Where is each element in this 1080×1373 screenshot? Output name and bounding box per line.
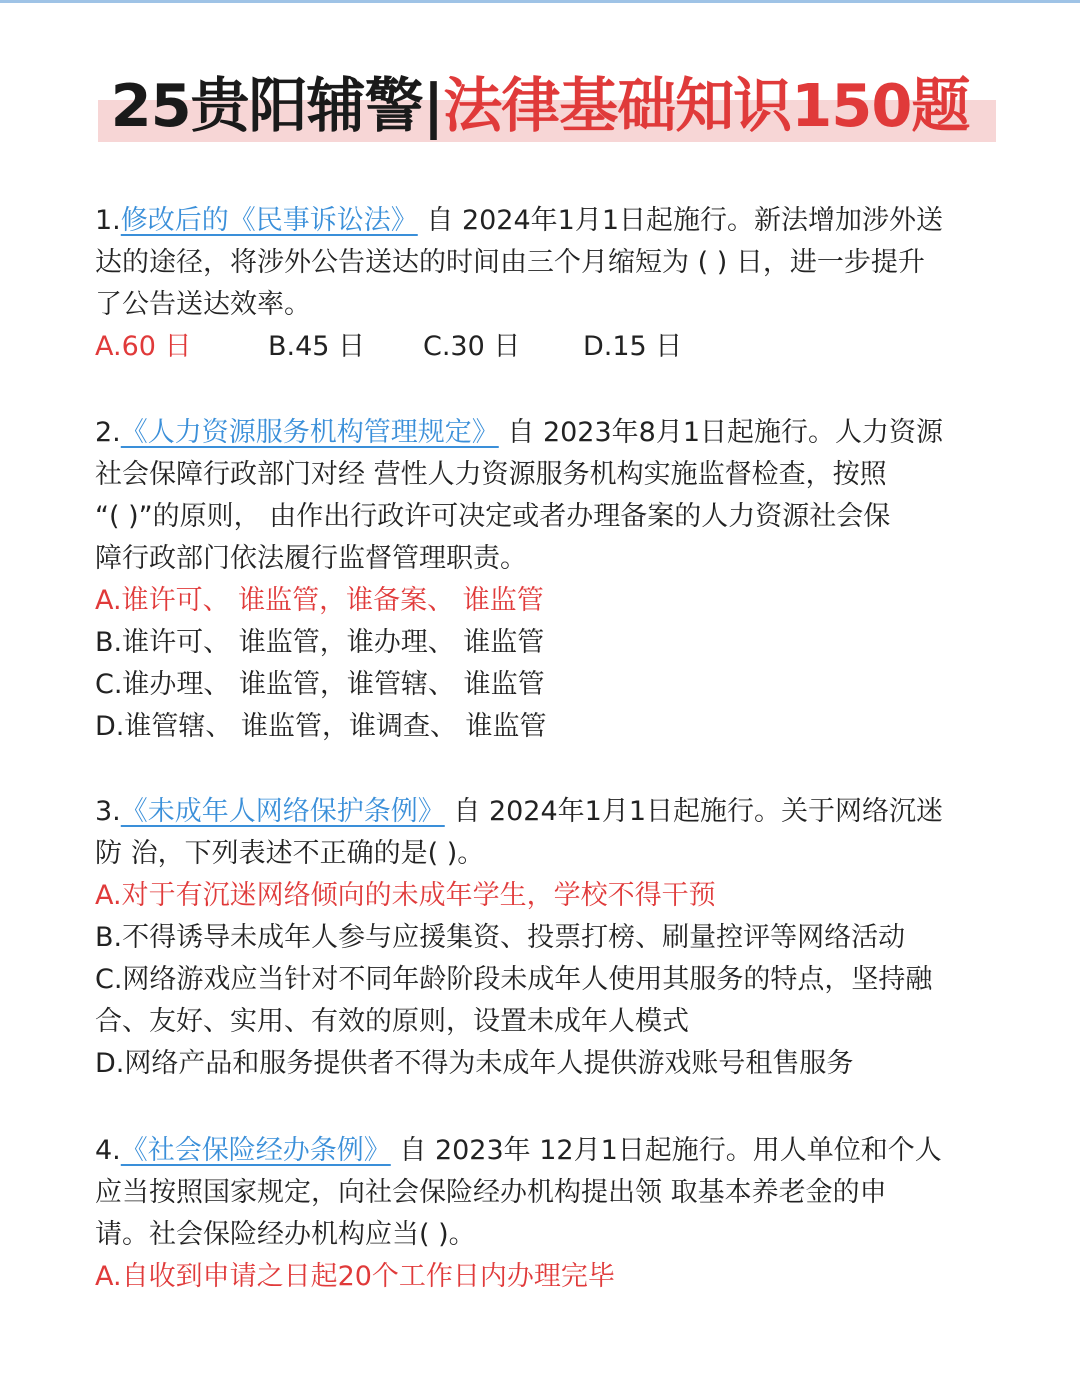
title-subject: 法律基础知识150题 — [443, 71, 970, 140]
law-name-link[interactable]: 修改后的《民事诉讼法》 — [120, 205, 418, 236]
question-1 — [95, 200, 1005, 368]
title-separator: | — [422, 71, 444, 140]
title-banner — [0, 66, 1080, 150]
option-a-correct: A.自收到申请之日起20个工作日内办理完毕 — [95, 1261, 615, 1292]
option-b: B.45 日 — [268, 331, 366, 362]
law-name-link[interactable]: 《社会保险经办条例》 — [120, 1135, 391, 1166]
option-a-correct: A.谁许可、 谁监管，谁备案、 谁监管 — [95, 585, 544, 616]
option-b: B.不得诱导未成年人参与应援集资、投票打榜、刷量控评等网络活动 — [95, 922, 906, 953]
stem-line: 自 2024年1月1日起施行。新法增加涉外送 — [426, 205, 944, 236]
question-2 — [95, 412, 1005, 748]
law-name-link[interactable]: 《未成年人网络保护条例》 — [120, 796, 445, 827]
question-stem — [95, 412, 1005, 454]
stem-line: 了公告送达效率。 — [95, 289, 311, 320]
stem-line: 达的途径，将涉外公告送达的时间由三个月缩短为 ( ) 日，进一步提升 — [95, 247, 925, 278]
option-c-continued: 合、友好、实用、有效的原则，设置未成年人模式 — [95, 1006, 689, 1037]
stem-line: 请。社会保险经办机构应当( )。 — [95, 1219, 476, 1250]
stem-line: 防 治，下列表述不正确的是( )。 — [95, 838, 485, 869]
option-a-correct: A.60 日 — [95, 331, 192, 362]
title-city: 25贵阳辅警 — [110, 71, 423, 140]
top-divider-line — [0, 0, 1080, 3]
page-title — [0, 66, 1080, 150]
option-d: D.15 日 — [583, 331, 683, 362]
question-number: 3. — [95, 796, 121, 827]
law-name-link[interactable]: 《人力资源服务机构管理规定》 — [120, 417, 499, 448]
option-a-correct: A.对于有沉迷网络倾向的未成年学生，学校不得干预 — [95, 880, 716, 911]
question-stem — [95, 791, 1005, 833]
question-stem — [95, 200, 1005, 242]
option-d: D.网络产品和服务提供者不得为未成年人提供游戏账号租售服务 — [95, 1048, 854, 1079]
stem-line: 自 2023年8月1日起施行。人力资源 — [507, 417, 944, 448]
question-number: 2. — [95, 417, 121, 448]
option-c: C.30 日 — [423, 331, 521, 362]
stem-line: 自 2023年 12月1日起施行。用人单位和个人 — [399, 1135, 942, 1166]
stem-line: 应当按照国家规定，向社会保险经办机构提出领 取基本养老金的申 — [95, 1177, 887, 1208]
option-c: C.网络游戏应当针对不同年龄阶段未成年人使用其服务的特点，坚持融 — [95, 964, 933, 995]
option-c: C.谁办理、 谁监管，谁管辖、 谁监管 — [95, 669, 545, 700]
question-3 — [95, 791, 1005, 1085]
question-stem — [95, 1130, 1005, 1172]
stem-line: “( )”的原则， 由作出行政许可决定或者办理备案的人力资源社会保 — [95, 501, 891, 532]
question-4 — [95, 1130, 1005, 1298]
option-row — [95, 326, 1005, 368]
stem-line: 社会保障行政部门对经 营性人力资源服务机构实施监督检查，按照 — [95, 459, 887, 490]
stem-line: 自 2024年1月1日起施行。关于网络沉迷 — [453, 796, 944, 827]
question-number: 4. — [95, 1135, 121, 1166]
option-d: D.谁管辖、 谁监管，谁调查、 谁监管 — [95, 711, 547, 742]
question-number: 1. — [95, 205, 121, 236]
option-b: B.谁许可、 谁监管，谁办理、 谁监管 — [95, 627, 545, 658]
stem-line: 障行政部门依法履行监督管理职责。 — [95, 543, 527, 574]
